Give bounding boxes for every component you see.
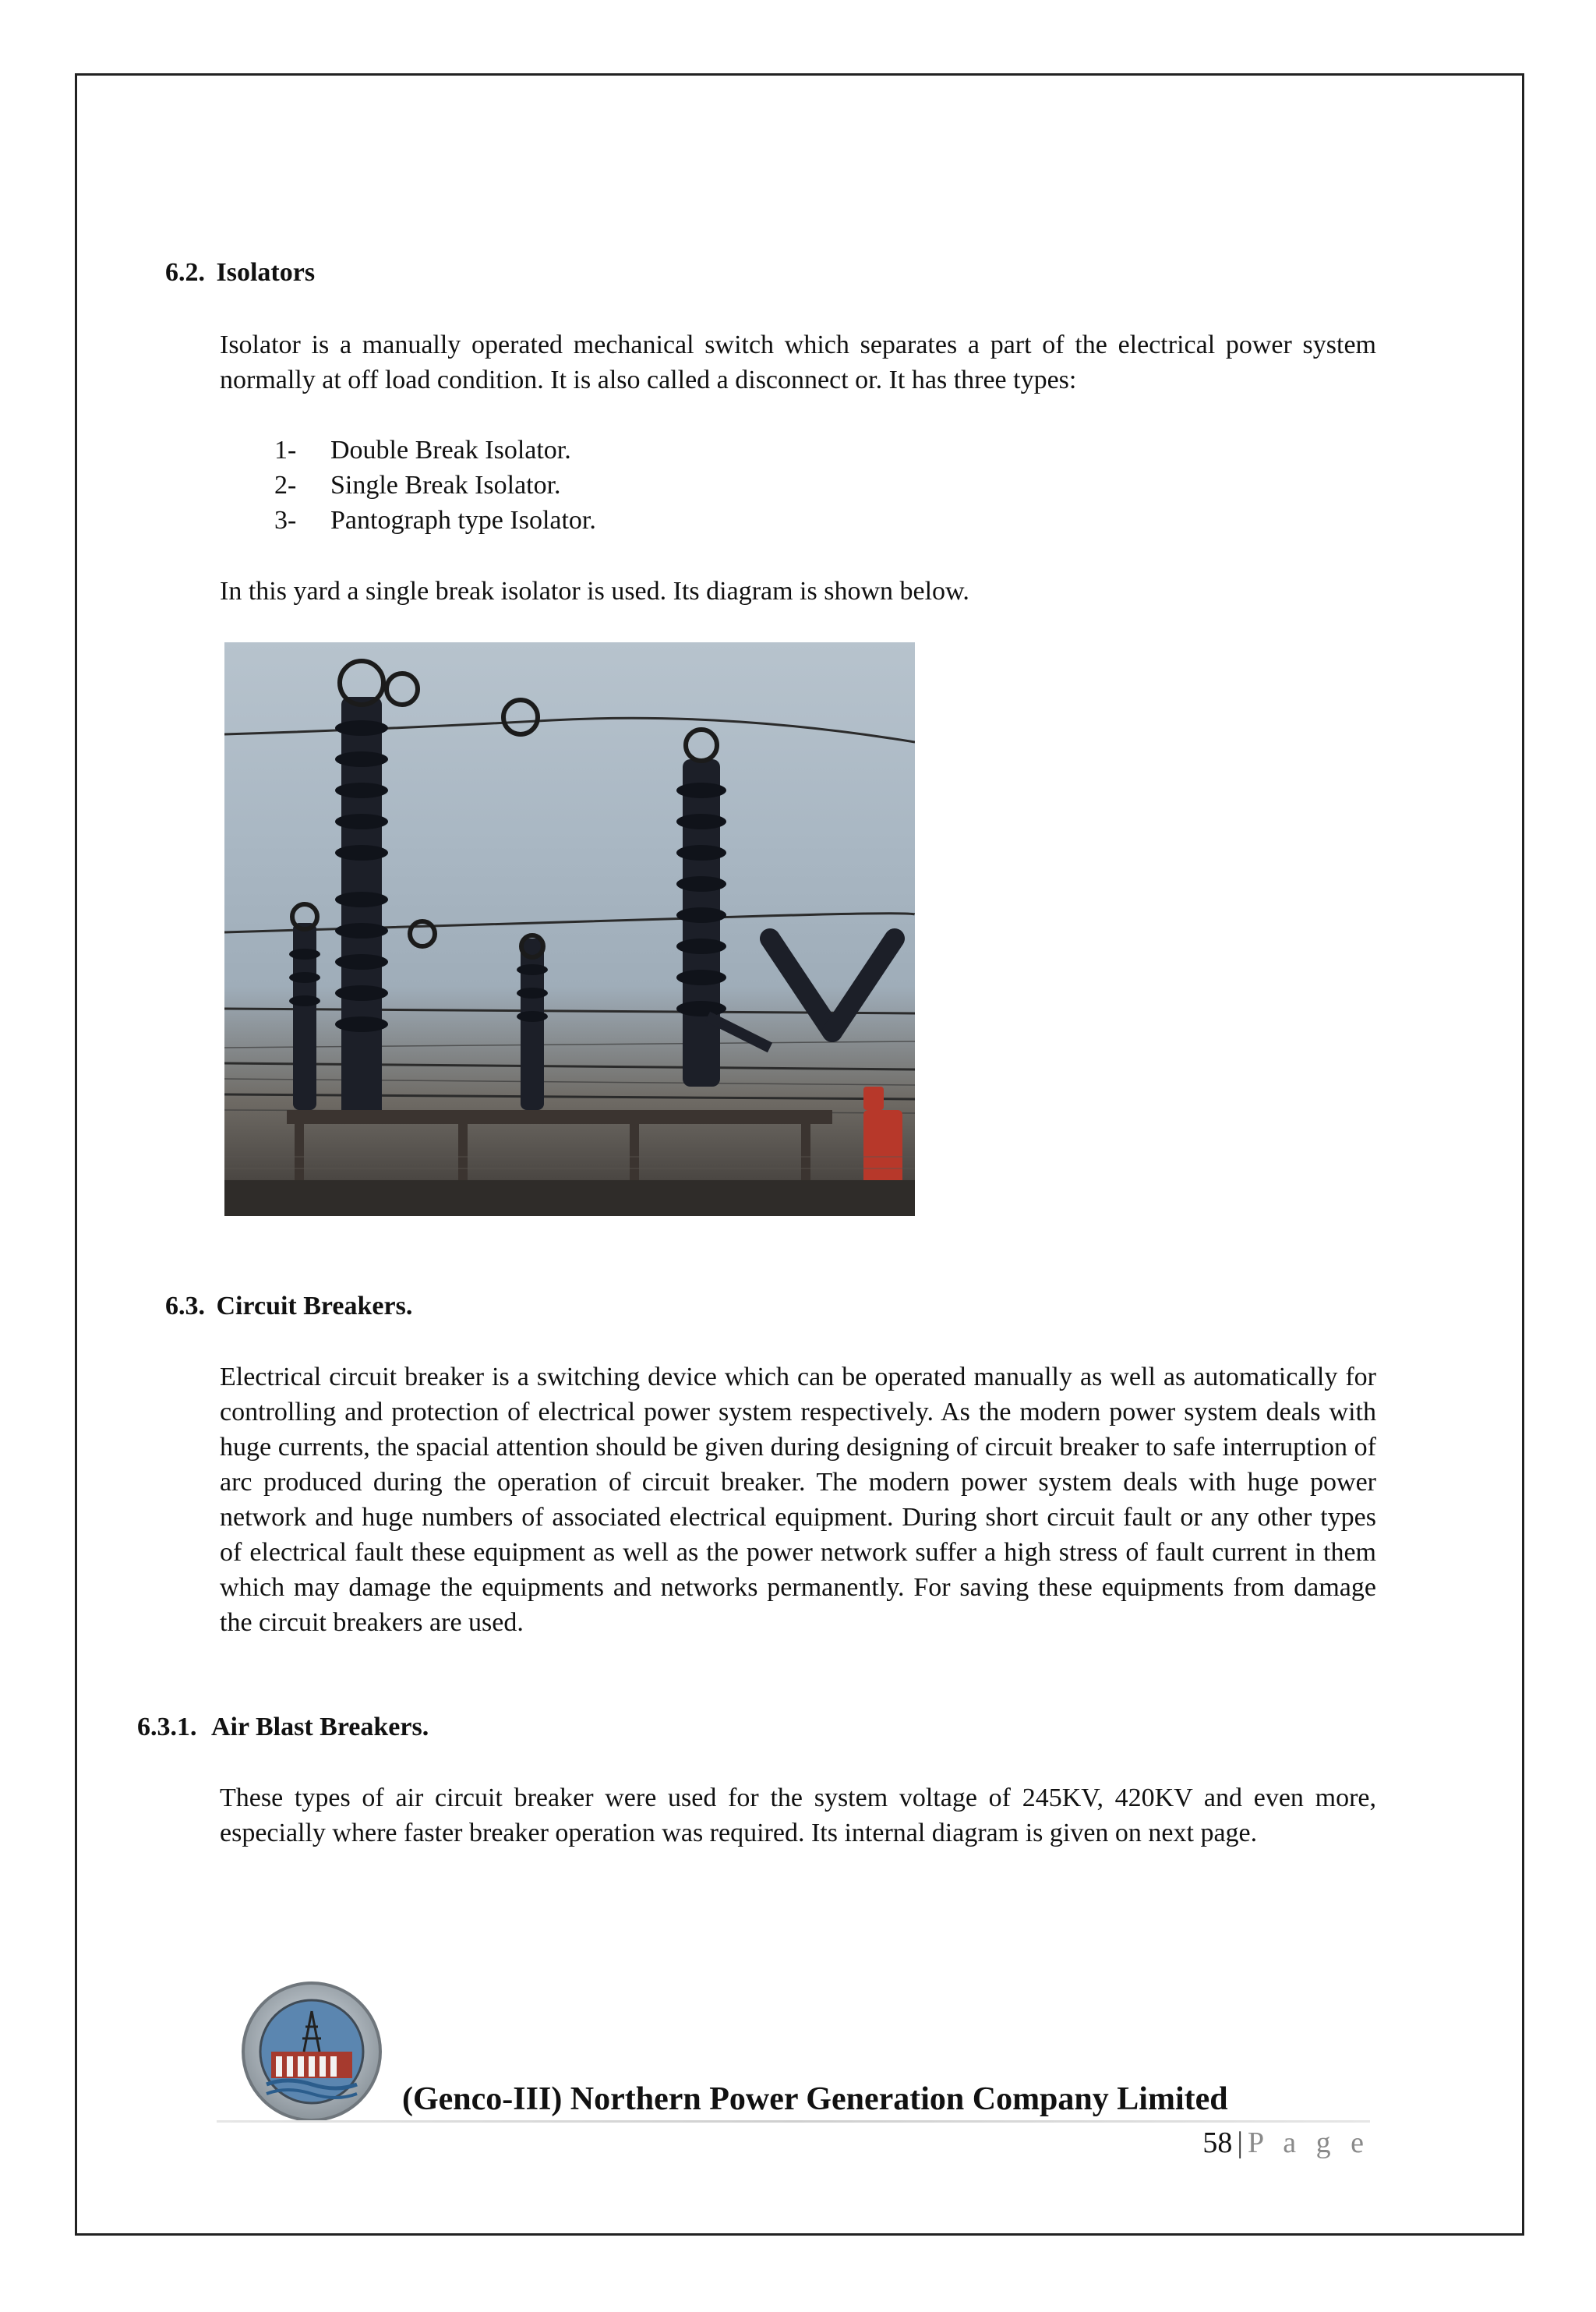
section-heading-circuit-breakers	[165, 1291, 412, 1322]
page-separator: |	[1237, 2126, 1244, 2159]
list-text: Single Break Isolator.	[330, 471, 561, 500]
footer-divider	[217, 2120, 1370, 2123]
section-title: Circuit Breakers.	[216, 1292, 413, 1320]
section-number: 6.2.	[165, 258, 205, 287]
page-label: P a g e	[1248, 2126, 1370, 2159]
company-logo	[240, 1980, 383, 2123]
page-number: 58	[1202, 2126, 1233, 2159]
list-number: 2-	[274, 471, 297, 500]
section-heading-isolators	[165, 257, 315, 288]
company-name: (Genco-III) Northern Power Generation Company Limited	[402, 2081, 1228, 2117]
air-blast-paragraph: These types of air circuit breaker were used for the system voltage of 245KV, 420KV and even more, especially where faster breaker operation was required. Its internal diagram is given on next page.	[220, 1783, 1376, 1847]
section-title: Air Blast Breakers.	[211, 1713, 429, 1741]
isolator-note: In this yard a single break isolator is used. Its diagram is shown below.	[220, 577, 969, 606]
list-number: 1-	[274, 436, 297, 465]
list-number: 3-	[274, 506, 297, 535]
list-text: Double Break Isolator.	[330, 436, 571, 465]
section-number: 6.3.1.	[137, 1713, 197, 1741]
page-number-line	[1202, 2125, 1370, 2161]
section-number: 6.3.	[165, 1292, 205, 1320]
list-text: Pantograph type Isolator.	[330, 506, 596, 535]
section-title: Isolators	[216, 258, 316, 287]
circuit-breakers-paragraph: Electrical circuit breaker is a switching device which can be operated manually as well as automatically for controlling and protection of electrical power system respectively. As the modern power system deals with huge currents, the spacial attention should be given during designing of circuit breaker to safe interruption of arc produced during the operation of circuit breaker. The modern power system deals with huge power network and huge numbers of associated electrical equipment. During short circuit fault or any other types of electrical fault these equipment as well as the power network suffer a high stress of fault current in them which may damage the equipments and networks permanently. For saving these equipments from damage the circuit breakers are used.	[220, 1363, 1376, 1637]
isolators-paragraph: Isolator is a manually operated mechanical switch which separates a part of the electrical power system normally at off load condition. It is also called a disconnect or. It has three types:	[220, 331, 1376, 394]
isolator-photo	[224, 642, 915, 1216]
section-heading-air-blast	[137, 1712, 429, 1743]
